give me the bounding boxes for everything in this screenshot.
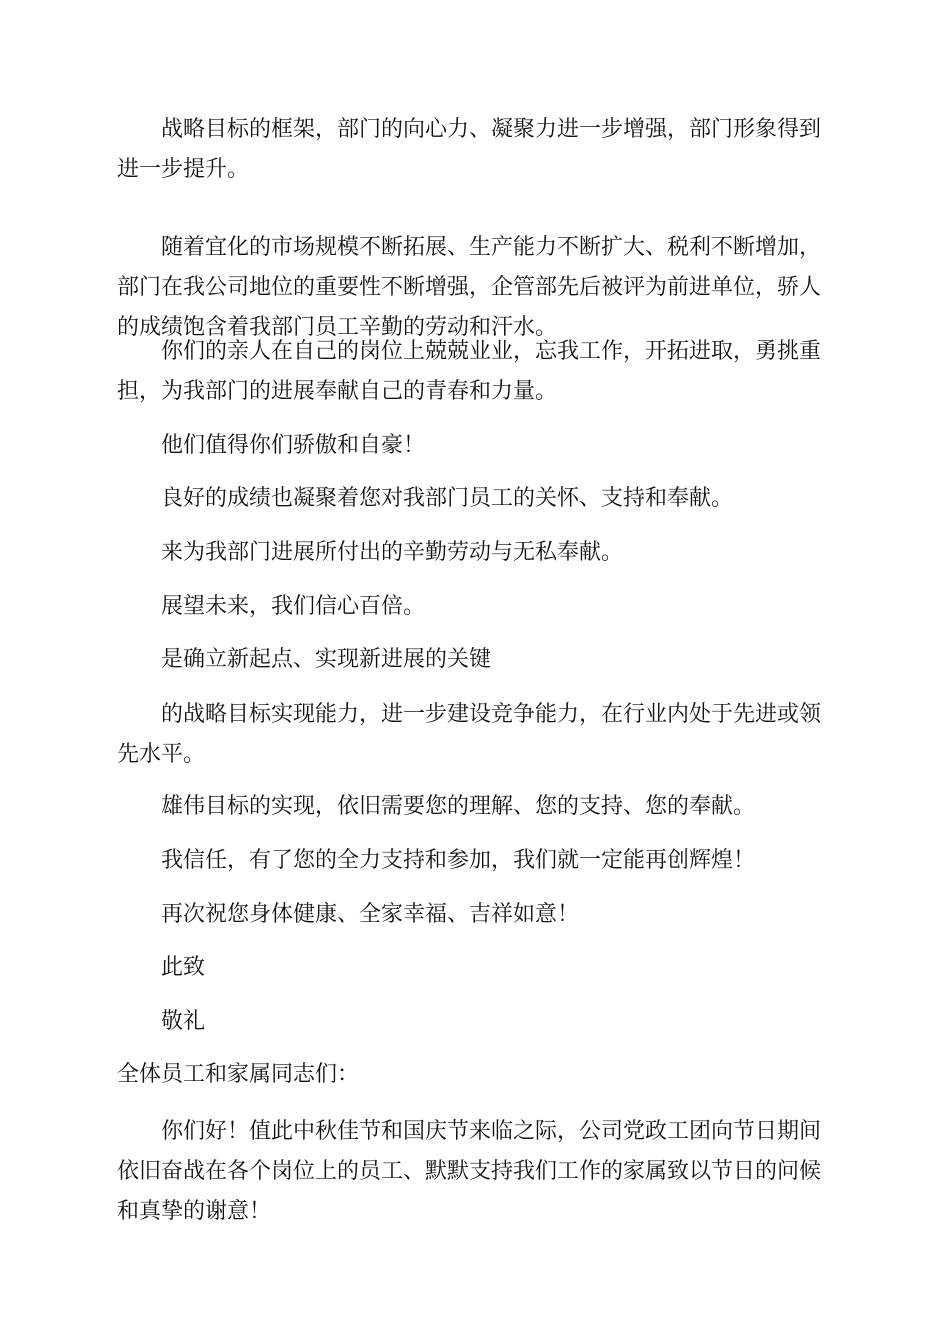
paragraph-strategy-framework: 战略目标的框架，部门的向心力、凝聚力进一步增强，部门形象得到进一步提升。: [117, 117, 822, 182]
paragraph-wishes: 再次祝您身体健康、全家幸福、吉祥如意！: [161, 902, 580, 927]
paragraph-hard-work: 来为我部门进展所付出的辛勤劳动与无私奉献。: [161, 540, 624, 565]
closing-cizhi: 此致: [161, 955, 206, 980]
paragraph-outlook: 展望未来，我们信心百倍。: [161, 594, 426, 619]
paragraph-good-results: 良好的成绩也凝聚着您对我部门员工的关怀、支持和奉献。: [161, 486, 734, 511]
paragraph-market-expansion: 随着宜化的市场规模不断拓展、生产能力不断扩大、税利不断增加，部门在我公司地位的重要性不断增强，企管部先后被评为前进单位，骄人的成绩饱含着我部门员工辛勤的劳动和汗水。: [117, 235, 822, 340]
paragraph-competitiveness: 的战略目标实现能力，进一步建设竞争能力，在行业内处于先进或领先水平。: [117, 702, 822, 767]
paragraph-new-starting-point: 是确立新起点、实现新进展的关键: [161, 647, 492, 672]
closing-jingli: 敬礼: [161, 1009, 206, 1034]
paragraph-pride: 他们值得你们骄傲和自豪！: [161, 433, 426, 458]
paragraph-family-dedication: 你们的亲人在自己的岗位上兢兢业业，忘我工作，开拓进取，勇挑重担，为我部门的进展奉献自己的青春和力量。: [117, 339, 822, 404]
paragraph-holiday-greeting: 你们好！值此中秋佳节和国庆节来临之际，公司党政工团向节日期间依旧奋战在各个岗位上的员工、默默支持我们工作的家属致以节日的问候和真挚的谢意！: [117, 1119, 822, 1224]
paragraph-confidence: 我信任，有了您的全力支持和参加，我们就一定能再创辉煌！: [161, 848, 756, 873]
salutation: 全体员工和家属同志们：: [117, 1062, 360, 1087]
paragraph-grand-goal: 雄伟目标的实现，依旧需要您的理解、您的支持、您的奉献。: [161, 794, 756, 819]
